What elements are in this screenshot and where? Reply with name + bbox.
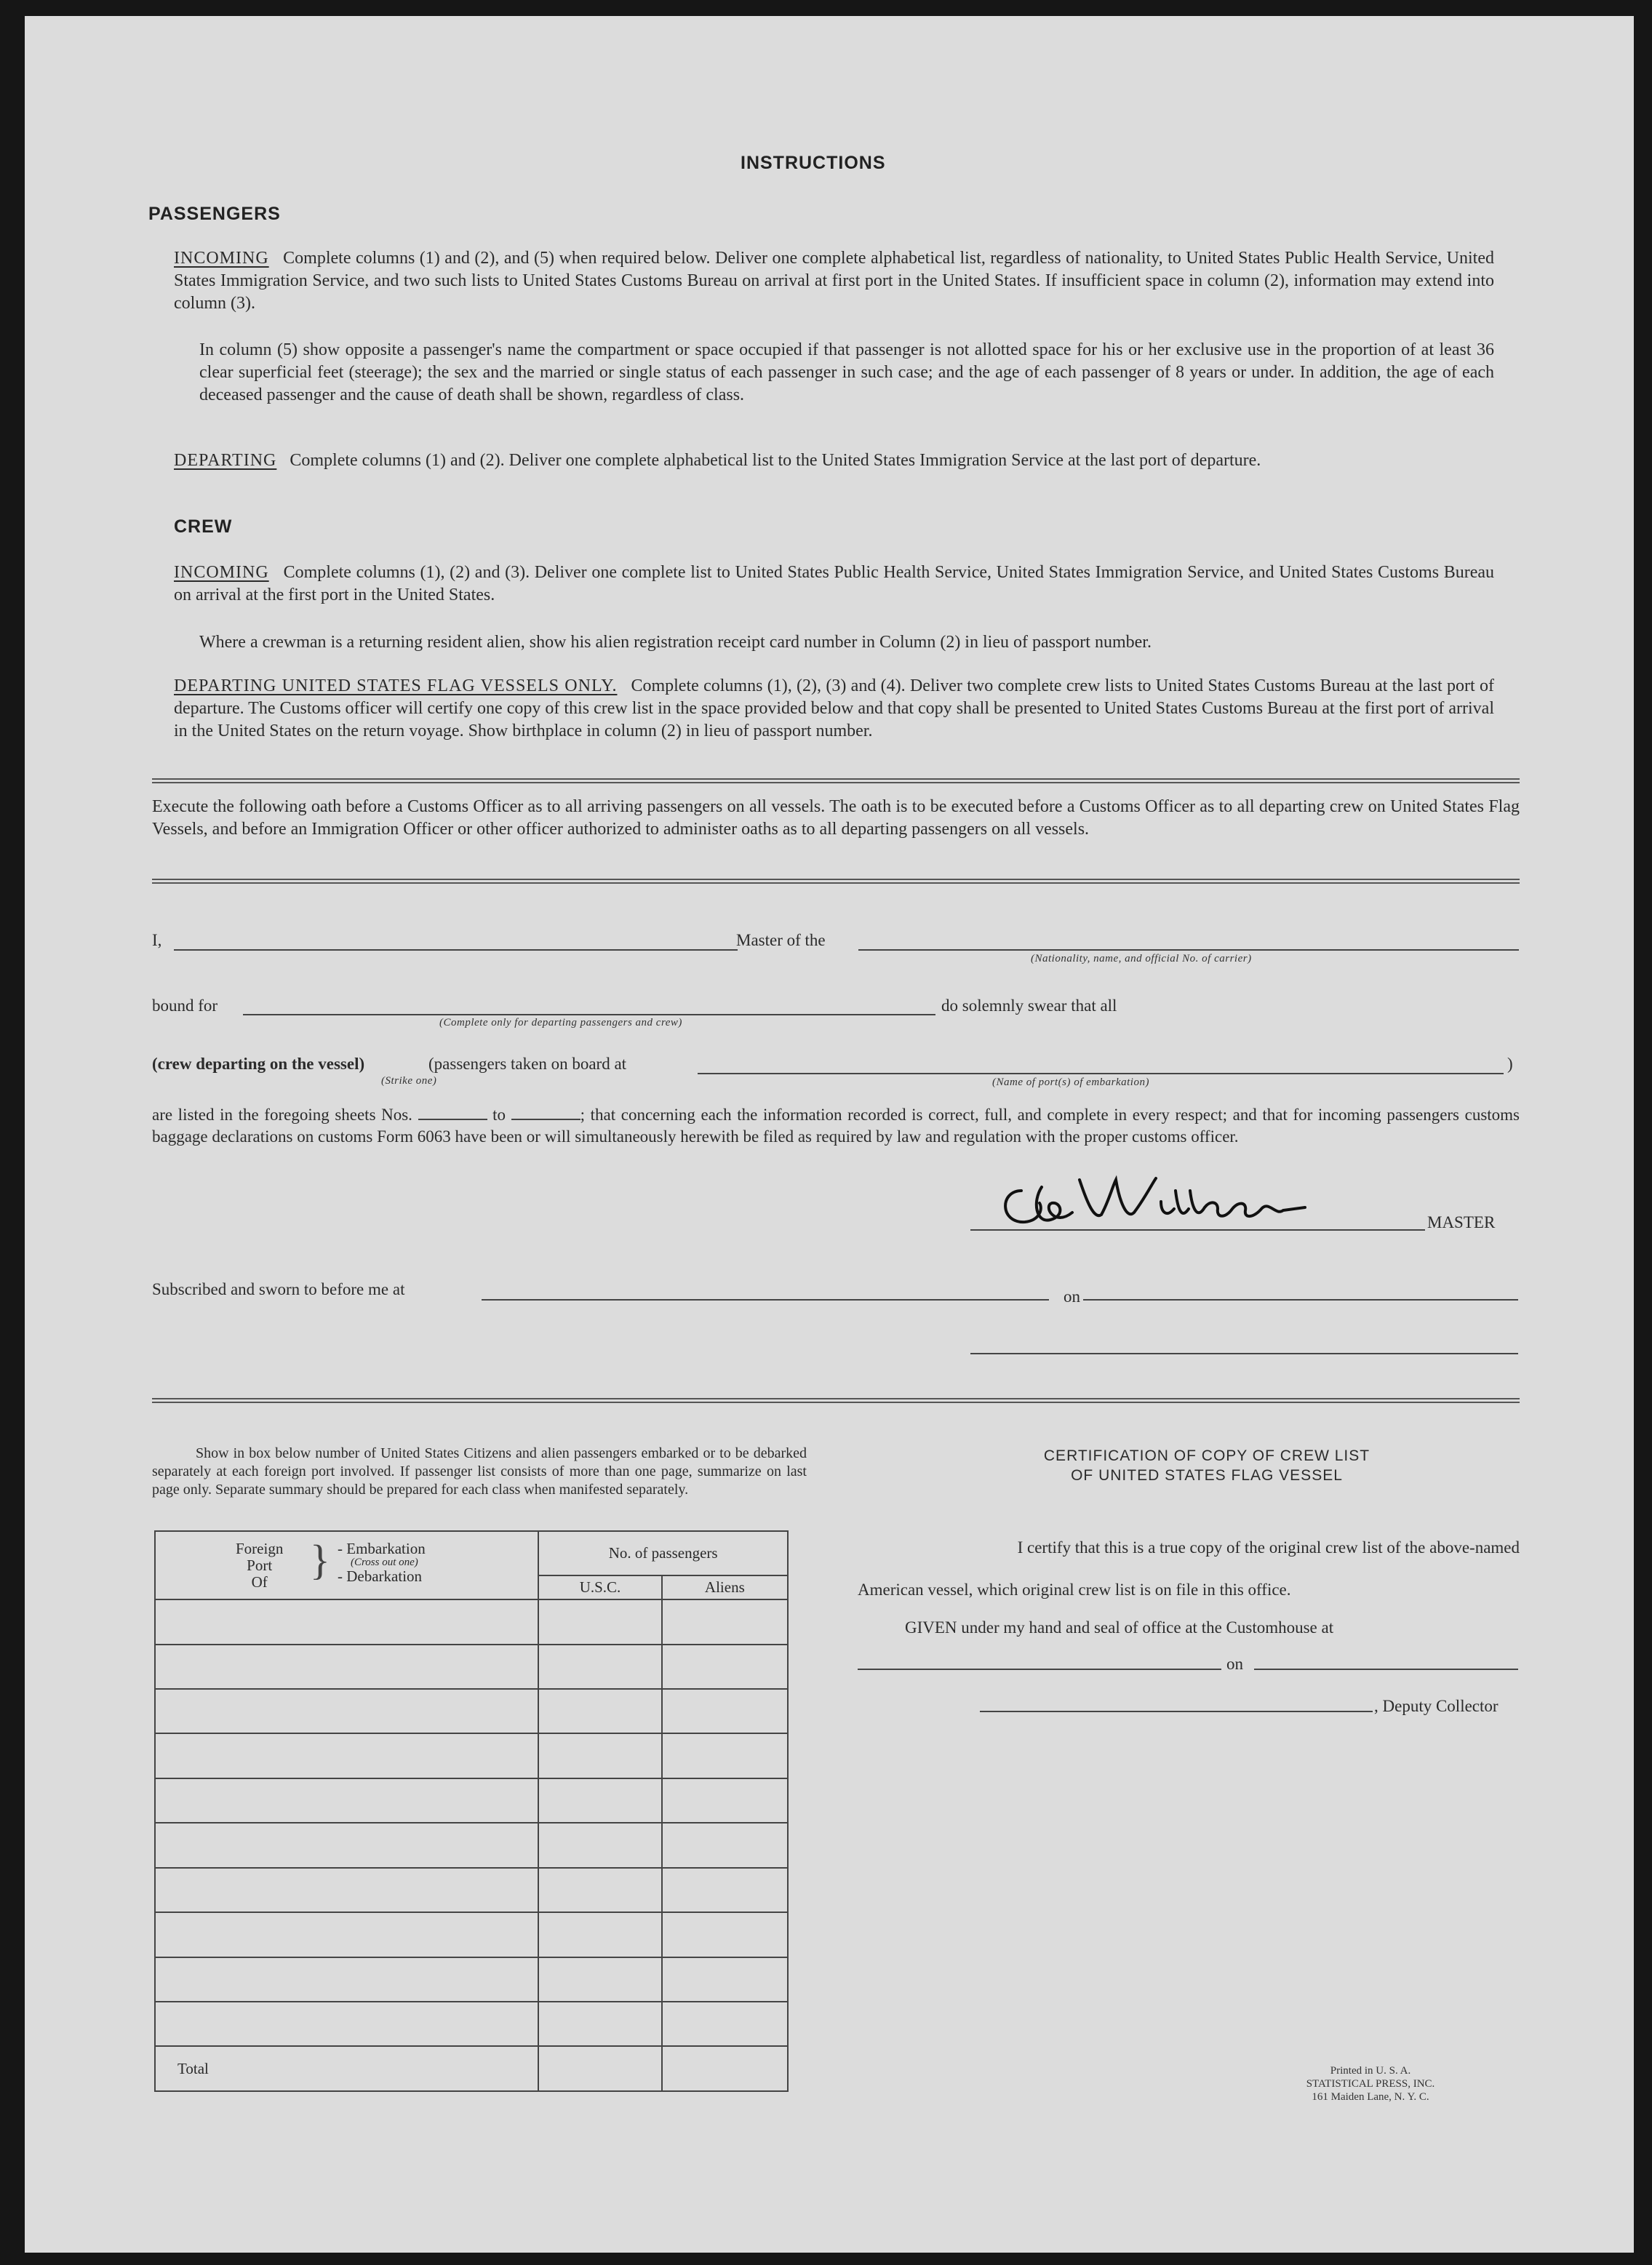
printer-line2: STATISTICAL PRESS, INC. [1306,2078,1435,2090]
master-signature-line[interactable] [970,1229,1425,1231]
table-row [155,1689,788,1733]
customhouse-field[interactable] [858,1669,1221,1670]
usc-header: U.S.C. [538,1575,661,1599]
swear-text: do solemnly swear that all [941,996,1117,1015]
table-row [155,1868,788,1912]
crew-resident-paragraph: Where a crewman is a returning resident alien, show his alien registration receipt card number in Column (2) in lieu of passport number. [199,633,1152,652]
listed-paragraph [152,1104,1520,1148]
table-row-total [155,2046,788,2091]
aliens-cell[interactable] [662,1733,788,1778]
certify-line2: American vessel, which original crew list is on file in this office. [858,1581,1291,1599]
crew-incoming-paragraph [174,562,1494,607]
port-cell[interactable] [155,1868,538,1912]
aliens-cell[interactable] [662,1823,788,1867]
instructions-title: INSTRUCTIONS [741,153,886,173]
usc-total-cell[interactable] [538,2046,661,2091]
master-of-the-label: Master of the [736,931,826,949]
aliens-cell[interactable] [662,1645,788,1689]
sheet-to-field[interactable] [511,1119,580,1120]
table-row [155,1912,788,1957]
to-label: to [492,1106,506,1124]
table-row [155,1645,788,1689]
strike-one-caption: (Strike one) [381,1075,437,1087]
table-row [155,1599,788,1644]
deputy-collector-label: , Deputy Collector [1374,1697,1499,1715]
embarkation-port-field[interactable] [698,1073,1504,1074]
port-cell[interactable] [155,1778,538,1823]
usc-cell[interactable] [538,2002,661,2046]
cross-out-note: (Cross out one) [351,1557,418,1568]
passengers-departing-paragraph [174,450,1494,472]
port-cell[interactable] [155,1689,538,1733]
passengers-incoming-paragraph [174,247,1494,315]
usc-cell[interactable] [538,1689,661,1733]
bound-for-field[interactable] [243,1014,935,1015]
usc-cell[interactable] [538,1912,661,1957]
embarkation-option[interactable]: - Embarkation [338,1540,426,1557]
table-row [155,1733,788,1778]
master-label: MASTER [1427,1213,1496,1231]
certification-title [970,1446,1443,1485]
table-row [155,2002,788,2046]
sworn-date-field[interactable] [1083,1299,1518,1301]
sheet-from-field[interactable] [418,1119,487,1120]
passengers-incoming-label: INCOMING [174,249,269,268]
port-cell[interactable] [155,1957,538,2002]
given-text: GIVEN under my hand and seal of office at the Customhouse at [905,1618,1334,1637]
bound-for-label: bound for [152,996,218,1015]
usc-cell[interactable] [538,1599,661,1644]
certify-line1: I certify that this is a true copy of the original crew list of the above-named [1017,1538,1520,1557]
debarkation-option[interactable]: - Debarkation [338,1567,423,1585]
certification-title-line2: OF UNITED STATES FLAG VESSEL [1071,1467,1343,1484]
passengers-column5-paragraph: In column (5) show opposite a passenger's name the compartment or space occupied if that passenger is not allotted space for his or her exclusive use in the proportion of at least 36 clear superficial feet (steerage); the sex and the married or single status of each passenger in such case; and the age of each passenger of 8 years or under. In addition, the age of each deceased passenger and the cause of death shall be shown, regardless of class. [199,340,1494,404]
passengers-taken-option[interactable]: (passengers taken on board at [428,1055,627,1073]
oath-instruction: Execute the following oath before a Customs Officer as to all arriving passengers on all vessels. The oath is to be executed before a Customs Officer as to all departing crew on United States Flag Vessels, and before an Immigration Officer or other officer authorized to administer oaths as to all departing passengers on all vessels. [152,797,1520,839]
cert-on-label: on [1226,1655,1243,1673]
carrier-field[interactable] [858,949,1519,951]
crew-incoming-label: INCOMING [174,563,269,582]
divider [152,778,1520,783]
port-header-of: Of [251,1573,268,1591]
printer-line1: Printed in U. S. A. [1330,2065,1411,2077]
total-label: Total [155,2046,538,2091]
port-cell[interactable] [155,1645,538,1689]
close-paren: ) [1507,1055,1513,1073]
certification-title-line1: CERTIFICATION OF COPY OF CREW LIST [1043,1447,1370,1464]
passengers-departing-label: DEPARTING [174,451,277,470]
passengers-heading: PASSENGERS [148,204,281,224]
summary-intro: Show in box below number of United States Citizens and alien passengers embarked or to be debarked separately at each foreign port involved. If passenger list consists of more than one page, summarize on last page only. Separate summary should be prepared for each class when manifested separately. [152,1445,807,1498]
usc-cell[interactable] [538,1645,661,1689]
port-caption: (Name of port(s) of embarkation) [992,1076,1149,1088]
officer-signature-field[interactable] [970,1353,1518,1354]
crew-heading: CREW [174,516,233,537]
table-row [155,1778,788,1823]
sworn-place-field[interactable] [482,1299,1049,1301]
oath-i-label: I, [152,931,162,949]
master-signature [970,1158,1407,1238]
usc-cell[interactable] [538,1957,661,2002]
port-header [236,1541,283,1591]
sworn-on-label: on [1064,1287,1080,1306]
carrier-caption: (Nationality, name, and official No. of carrier) [1031,953,1252,964]
usc-cell[interactable] [538,1823,661,1867]
port-cell[interactable] [155,1823,538,1867]
deputy-signature-field[interactable] [980,1711,1373,1712]
aliens-cell[interactable] [662,1957,788,2002]
port-cell[interactable] [155,1599,538,1644]
crew-incoming-text: Complete columns (1), (2) and (3). Deliver one complete list to United States Public Health Service, United States Immigration Service, and United States Customs Bureau on arrival at the first port in the United States. [174,563,1495,604]
passenger-summary-table [154,1530,789,2092]
usc-cell[interactable] [538,1778,661,1823]
divider [152,879,1520,884]
port-cell[interactable] [155,1733,538,1778]
aliens-cell[interactable] [662,1912,788,1957]
passengers-incoming-text: Complete columns (1) and (2), and (5) when required below. Deliver one complete alphabetical list, regardless of nationality, to United States Public Health Service, United States Immigration Service, and two such lists to United States Customs Bureau on arrival at first port in the United States. If insufficient space in column (2), information may extend into column (3). [174,249,1495,313]
listed-prefix: are listed in the foregoing sheets Nos. [152,1106,412,1124]
aliens-cell[interactable] [662,2002,788,2046]
no-of-passengers-header: No. of passengers [538,1531,788,1575]
crew-departing-text: Complete columns (1), (2), (3) and (4). Deliver two complete crew lists to United States Customs Bureau at the last port of departure. The Customs officer will certify one copy of this crew list in the space provided below and that copy shall be presented to United States Customs Bureau at the first port of arrival in the United States on the return voyage. Show birthplace in column (2) in lieu of passport number. [174,676,1495,740]
aliens-cell[interactable] [662,1599,788,1644]
port-header-port: Port [247,1557,273,1574]
crew-departing-paragraph [174,675,1494,743]
cert-date-field[interactable] [1254,1669,1518,1670]
master-name-field[interactable] [174,949,738,951]
printer-line3: 161 Maiden Lane, N. Y. C. [1312,2091,1429,2103]
divider [152,1398,1520,1403]
usc-cell[interactable] [538,1868,661,1912]
port-header-foreign: Foreign [236,1540,284,1557]
aliens-total-cell[interactable] [662,2046,788,2091]
printer-imprint [1261,2064,1480,2104]
brace-glyph: } [310,1536,330,1583]
subscribed-label: Subscribed and sworn to before me at [152,1280,405,1298]
table-row [155,1957,788,2002]
listed-rest: ; that concerning each the information recorded is correct, full, and complete in every respect; and that for incoming passengers customs baggage declarations on customs Form 6063 have been or will simultaneously herewith be filed as required by law and regulation with the proper customs officer. [152,1106,1520,1146]
aliens-header: Aliens [662,1575,788,1599]
crew-departing-label: DEPARTING UNITED STATES FLAG VESSELS ONLY. [174,676,618,695]
port-cell[interactable] [155,1912,538,1957]
aliens-cell[interactable] [662,1689,788,1733]
crew-departing-option[interactable]: (crew departing on the vessel) [152,1055,365,1073]
bound-for-caption: (Complete only for departing passengers and crew) [439,1017,682,1028]
form-sheet [25,16,1634,2253]
table-row [155,1823,788,1867]
port-cell[interactable] [155,2002,538,2046]
usc-cell[interactable] [538,1733,661,1778]
port-header-cell [155,1531,538,1599]
passengers-departing-text: Complete columns (1) and (2). Deliver one complete alphabetical list to the United States Immigration Service at the last port of departure. [290,451,1261,470]
aliens-cell[interactable] [662,1778,788,1823]
aliens-cell[interactable] [662,1868,788,1912]
embark-debark-options [338,1541,426,1584]
